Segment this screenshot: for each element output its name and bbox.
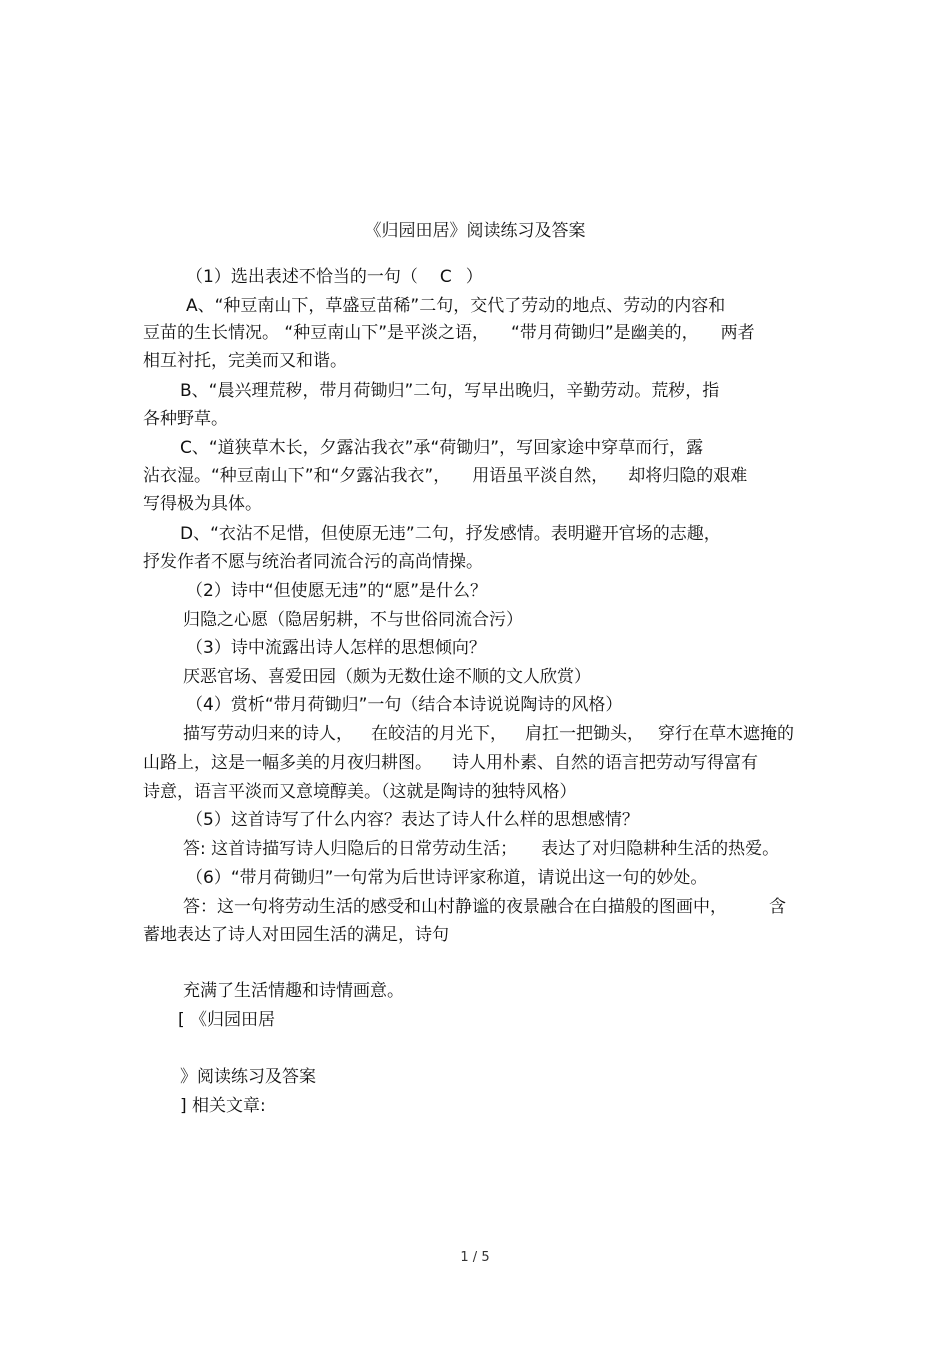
q4-answer-line-1-part-4: 穿行在草木遮掩的 (658, 724, 794, 744)
q4-answer-line-1-part-1: 描写劳动归来的诗人， (183, 724, 353, 744)
related-articles-label[interactable]: ] 相关文章: (180, 1096, 266, 1116)
q6-answer-line-1-part-2: 含 (769, 897, 786, 917)
q5-answer (183, 838, 779, 860)
option-a-line-1: A、“种豆南山下，草盛豆苗稀”二句，交代了劳动的地点、劳动的内容和 (186, 296, 726, 316)
option-a-line-3: 相互衬托，完美而又和谐。 (143, 351, 347, 371)
related-line-2: 》阅读练习及答案 (180, 1067, 316, 1087)
q4-answer-line-1-part-2: 在皎洁的月光下， (371, 724, 507, 744)
option-c-line-2 (143, 465, 747, 487)
option-a-line-2-part-3: 两者 (720, 323, 755, 343)
option-c-line-1: C、“道狭草木长，夕露沾我衣”承“荷锄归”，写回家途中穿草而行，露 (180, 438, 704, 458)
option-a-line-2 (143, 322, 755, 344)
option-a-line-2-part-2: “带月荷锄归”是幽美的， (511, 323, 699, 343)
q1-question (186, 266, 483, 288)
option-d-line-2: 抒发作者不愿与统治者同流合污的高尚情操。 (143, 552, 483, 572)
option-b-line-2: 各种野草。 (143, 409, 228, 429)
q1-close: ） (465, 267, 483, 287)
q3-answer: 厌恶官场、喜爱田园（颇为无数仕途不顺的文人欣赏） (183, 667, 591, 687)
q2-question: （2）诗中“但使愿无违”的“愿”是什么？ (186, 581, 488, 601)
q4-question: （4）赏析“带月荷锄归”一句（结合本诗说说陶诗的风格） (186, 695, 623, 715)
q1-answer: C (439, 267, 452, 287)
q5-question: （5）这首诗写了什么内容？表达了诗人什么样的思想感情？ (186, 810, 639, 830)
q1-question-text: （1）选出表述不恰当的一句（ (186, 267, 418, 287)
q6-answer-line-1-part-1: 答：这一句将劳动生活的感受和山村静谧的夜景融合在白描般的图画中， (183, 897, 727, 917)
option-c-line-2-part-2: 用语虽平淡自然， (472, 466, 609, 486)
q2-answer: 归隐之心愿（隐居躬耕，不与世俗同流合污） (183, 610, 523, 630)
related-line-1: [ 《归园田居 (178, 1010, 276, 1030)
option-c-line-2-part-3: 却将归隐的艰难 (628, 466, 748, 486)
q4-answer-line-3: 诗意，语言平淡而又意境醇美。（这就是陶诗的独特风格） (143, 782, 577, 802)
q5-answer-part-2: 表达了对归隐耕种生活的热爱。 (541, 839, 780, 859)
q6-question: （6）“带月荷锄归”一句常为后世诗评家称道，请说出这一句的妙处。 (186, 868, 708, 888)
q6-answer-line-1 (183, 896, 786, 918)
option-b-line-1: B、“晨兴理荒秽，带月荷锄归”二句，写早出晚归，辛勤劳动。荒秽，指 (180, 381, 720, 401)
q5-answer-part-1: 答: 这首诗描写诗人归隐后的日常劳动生活； (183, 839, 518, 859)
option-d-line-1: D、“衣沾不足惜，但使原无违”二句，抒发感情。表明避开官场的志趣， (180, 524, 721, 544)
document-title: 《归园田居》阅读练习及答案 (364, 221, 586, 241)
q4-answer-line-1 (183, 723, 794, 745)
q4-answer-line-2-part-2: 诗人用朴素、自然的语言把劳动写得富有 (452, 753, 758, 773)
page-number: 1 / 5 (460, 1250, 490, 1265)
q4-answer-line-2 (143, 752, 758, 774)
q3-question: （3）诗中流露出诗人怎样的思想倾向？ (186, 638, 486, 658)
q6-answer-line-3: 充满了生活情趣和诗情画意。 (183, 981, 404, 1001)
option-c-line-2-part-1: 沾衣湿。“种豆南山下”和“夕露沾我衣”， (143, 466, 451, 486)
option-c-line-3: 写得极为具体。 (143, 494, 262, 514)
q6-answer-line-2: 蓄地表达了诗人对田园生活的满足，诗句 (143, 925, 449, 945)
option-a-line-2-part-1: 豆苗的生长情况。 “种豆南山下”是平淡之语， (143, 323, 490, 343)
q4-answer-line-2-part-1: 山路上，这是一幅多美的月夜归耕图。 (143, 753, 432, 773)
q4-answer-line-1-part-3: 肩扛一把锄头， (525, 724, 644, 744)
